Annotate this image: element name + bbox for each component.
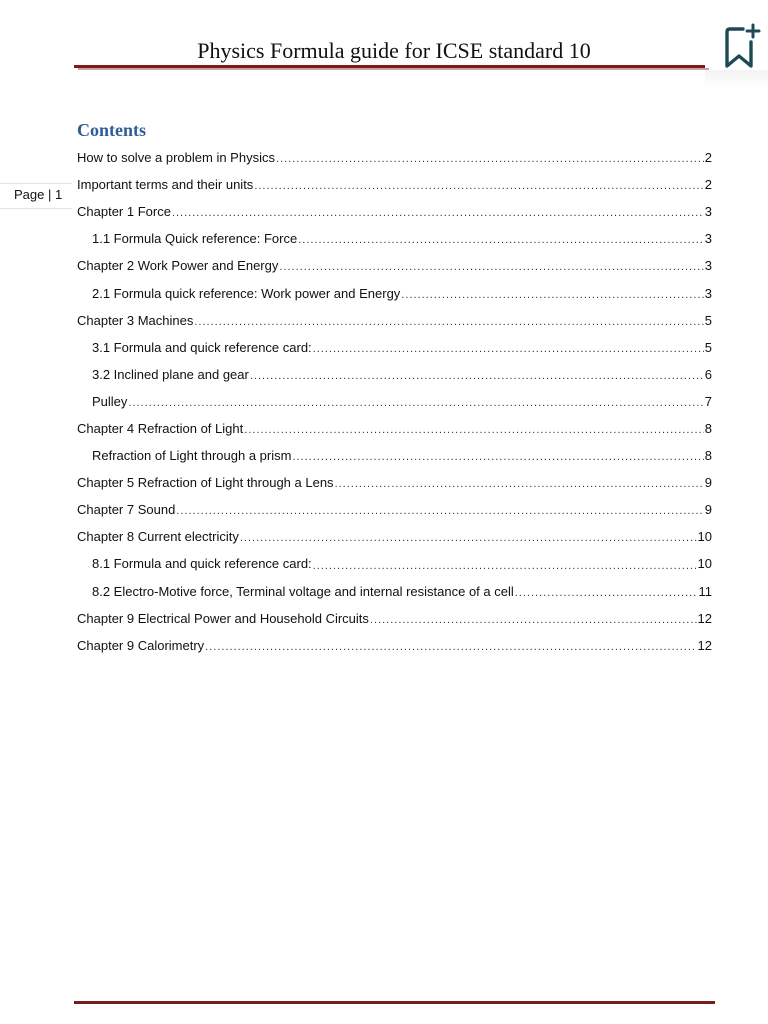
toc-entry-label: Chapter 9 Electrical Power and Household Circuits <box>77 610 369 626</box>
toc-entry-label: Important terms and their units <box>77 177 254 193</box>
toc-entry-label: Chapter 4 Refraction of Light <box>77 420 244 436</box>
toc-entry-page: 3 <box>704 258 712 274</box>
toc-entry[interactable] <box>77 388 712 415</box>
toc-entry-page: 12 <box>697 637 712 653</box>
toc-entry[interactable] <box>77 307 712 334</box>
toc-dot-leader <box>313 560 697 578</box>
toc-entry-label: How to solve a problem in Physics <box>77 150 275 166</box>
toc-entry-page: 5 <box>704 339 712 355</box>
toc-entry-label: Chapter 2 Work Power and Energy <box>77 258 279 274</box>
toc-entry-label: Chapter 9 Calorimetry <box>77 637 205 653</box>
toc-entry-page: 2 <box>704 150 712 166</box>
toc-entry[interactable] <box>77 578 712 605</box>
toc-entry-label: 8.2 Electro-Motive force, Terminal voltage and internal resistance of a cell <box>92 583 514 599</box>
toc-entry-label: 8.1 Formula and quick reference card: <box>92 556 312 572</box>
toc-entry-page: 7 <box>704 393 712 409</box>
toc-entry-label: Refraction of Light through a prism <box>92 448 292 464</box>
toc-entry-page: 3 <box>704 231 712 247</box>
toc-entry[interactable] <box>77 225 712 252</box>
toc-entry-label: 2.1 Formula quick reference: Work power and Energy <box>92 285 401 301</box>
toc-entry-label: 3.2 Inclined plane and gear <box>92 366 249 382</box>
toc-entry-label: Chapter 3 Machines <box>77 312 194 328</box>
toc-entry[interactable] <box>77 469 712 496</box>
toc-entry-page: 6 <box>704 366 712 382</box>
toc-entry[interactable] <box>77 496 712 523</box>
toc-entry[interactable] <box>77 144 712 171</box>
footer-rule <box>74 1001 715 1004</box>
toc-dot-leader <box>279 261 703 279</box>
toc-dot-leader <box>244 424 704 442</box>
toc-entry-page: 3 <box>704 204 712 220</box>
toc-entry[interactable] <box>77 523 712 550</box>
toc-entry-page: 9 <box>704 502 712 518</box>
toc-dot-leader <box>335 478 704 496</box>
document-title: Physics Formula guide for ICSE standard 10 <box>197 38 591 63</box>
toc-dot-leader <box>205 641 696 659</box>
toc-dot-leader <box>370 614 697 632</box>
toc-dot-leader <box>313 343 704 361</box>
toc-dot-leader <box>250 370 704 388</box>
contents-heading: Contents <box>77 120 147 140</box>
toc-entry[interactable] <box>77 605 712 632</box>
toc-entry-label: Chapter 7 Sound <box>77 502 176 518</box>
toc-dot-leader <box>401 289 703 307</box>
table-of-contents <box>77 144 712 659</box>
toc-entry[interactable] <box>77 334 712 361</box>
toc-entry[interactable] <box>77 198 712 225</box>
bookmark-add-icon[interactable] <box>722 22 762 74</box>
toc-entry-label: Chapter 5 Refraction of Light through a Lens <box>77 475 334 491</box>
toc-entry[interactable] <box>77 171 712 198</box>
toc-dot-leader <box>276 153 704 171</box>
toc-entry[interactable] <box>77 415 712 442</box>
toc-entry-label: Chapter 8 Current electricity <box>77 529 239 545</box>
toc-entry-page: 10 <box>697 556 712 572</box>
toc-entry-page: 2 <box>704 177 712 193</box>
toc-entry[interactable] <box>77 361 712 388</box>
toc-dot-leader <box>254 180 703 198</box>
toc-entry-page: 11 <box>698 583 712 599</box>
toc-entry-label: Chapter 1 Force <box>77 204 171 220</box>
toc-entry[interactable] <box>77 442 712 469</box>
toc-dot-leader <box>240 532 697 550</box>
toc-dot-leader <box>515 587 698 605</box>
toc-entry-page: 12 <box>697 610 712 626</box>
toc-dot-leader <box>298 234 704 252</box>
toc-entry-label: 1.1 Formula Quick reference: Force <box>92 231 298 247</box>
toc-dot-leader <box>128 397 703 415</box>
toc-entry[interactable] <box>77 252 712 279</box>
toc-entry-page: 8 <box>704 448 712 464</box>
toc-entry-page: 9 <box>704 475 712 491</box>
toc-entry-label: 3.1 Formula and quick reference card: <box>92 339 312 355</box>
toc-dot-leader <box>172 207 704 225</box>
toc-entry-page: 10 <box>697 529 712 545</box>
toc-entry-label: Pulley <box>92 393 128 409</box>
toc-entry-page: 5 <box>704 312 712 328</box>
header-rule-shadow <box>78 68 709 70</box>
toc-entry-page: 3 <box>704 285 712 301</box>
toc-entry[interactable] <box>77 550 712 577</box>
toc-dot-leader <box>176 505 703 523</box>
bookmark-add-icon-graphic <box>722 22 762 74</box>
toc-entry-page: 8 <box>704 420 712 436</box>
page-number: Page | 1 <box>14 187 63 202</box>
toc-entry[interactable] <box>77 632 712 659</box>
toc-entry[interactable] <box>77 279 712 306</box>
toc-dot-leader <box>194 316 703 334</box>
toc-dot-leader <box>292 451 703 469</box>
